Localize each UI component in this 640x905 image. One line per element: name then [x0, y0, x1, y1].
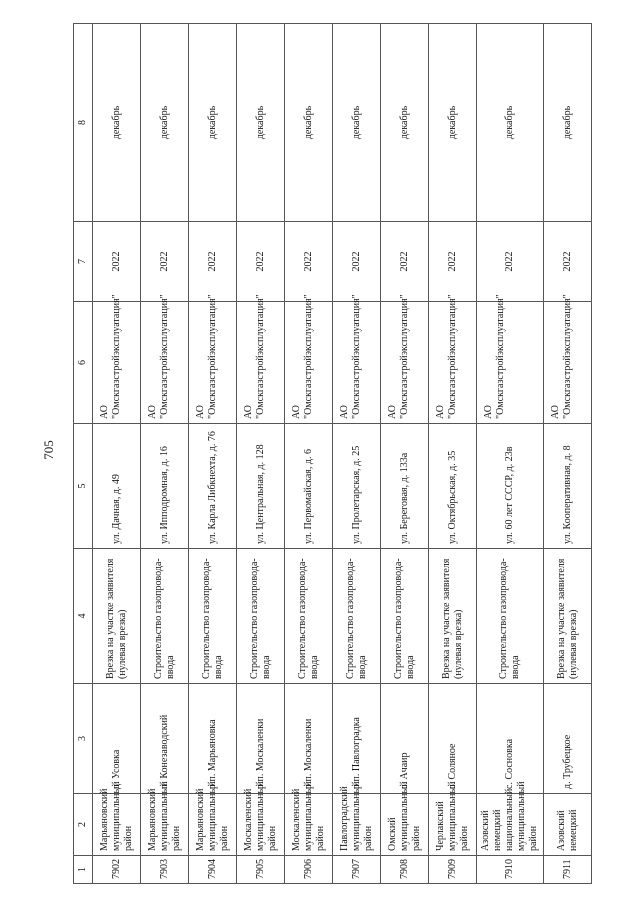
settlement-cell: с. Сосновка	[477, 684, 544, 794]
district-cell: Черлакский муниципальный район	[429, 794, 477, 856]
column-header: 4	[74, 549, 93, 684]
district-cell: Павлоградский муниципальный район	[333, 794, 381, 856]
row-number: 7903	[141, 856, 189, 884]
column-header: 5	[74, 424, 93, 549]
table-row	[477, 24, 544, 884]
table-row	[285, 24, 333, 884]
settlement-cell: д. Усовка	[93, 684, 141, 794]
gasification-table	[73, 23, 592, 884]
district-cell: Азовский немецкий	[544, 794, 592, 856]
work-type-cell: Врезка на участке заявителя (нулевая врезка)	[544, 549, 592, 684]
address-cell: ул. Карла Либкнехта, д. 76	[189, 424, 237, 549]
year-cell: 2022	[141, 222, 189, 302]
organization-cell: АО "Омскгазстройэксплуатация"	[381, 302, 429, 424]
column-header: 6	[74, 302, 93, 424]
address-cell: ул. 60 лет СССР, д. 23в	[477, 424, 544, 549]
address-cell: ул. Кооперативная, д. 8	[544, 424, 592, 549]
month-cell: декабрь	[285, 24, 333, 222]
address-cell: ул. Первомайская, д. 6	[285, 424, 333, 549]
year-cell: 2022	[285, 222, 333, 302]
district-cell: Марьяновский муниципальный район	[189, 794, 237, 856]
organization-cell: АО "Омскгазстройэксплуатация"	[285, 302, 333, 424]
district-cell: Москаленский муниципальный район	[237, 794, 285, 856]
table-row	[333, 24, 381, 884]
year-cell: 2022	[477, 222, 544, 302]
work-type-cell: Строительство газопровода-ввода	[189, 549, 237, 684]
year-cell: 2022	[381, 222, 429, 302]
settlement-cell: с. Соляное	[429, 684, 477, 794]
month-cell: декабрь	[93, 24, 141, 222]
column-header: 2	[74, 794, 93, 856]
table-row	[141, 24, 189, 884]
row-number: 7907	[333, 856, 381, 884]
organization-cell: АО "Омскгазстройэксплуатация"	[189, 302, 237, 424]
row-number: 7908	[381, 856, 429, 884]
month-cell: декабрь	[381, 24, 429, 222]
settlement-cell: с. Ачаир	[381, 684, 429, 794]
year-cell: 2022	[429, 222, 477, 302]
address-cell: ул. Береговая, д. 133а	[381, 424, 429, 549]
table-row	[93, 24, 141, 884]
work-type-cell: Врезка на участке заявителя (нулевая врезка)	[429, 549, 477, 684]
settlement-cell: р.п. Москаленки	[285, 684, 333, 794]
organization-cell: АО "Омскгазстройэксплуатация"	[477, 302, 544, 424]
work-type-cell: Строительство газопровода-ввода	[381, 549, 429, 684]
table-row	[189, 24, 237, 884]
address-cell: ул. Ипподромная, д. 16	[141, 424, 189, 549]
address-cell: ул. Октябрьская, д. 35	[429, 424, 477, 549]
month-cell: декабрь	[429, 24, 477, 222]
settlement-cell: р.п. Марьяновка	[189, 684, 237, 794]
row-number: 7902	[93, 856, 141, 884]
table-row	[237, 24, 285, 884]
year-cell: 2022	[93, 222, 141, 302]
year-cell: 2022	[189, 222, 237, 302]
rotated-table-container	[73, 24, 593, 884]
address-cell: ул. Дачная, д. 49	[93, 424, 141, 549]
page-number: 705	[41, 440, 56, 460]
row-number: 7904	[189, 856, 237, 884]
organization-cell: АО "Омскгазстройэксплуатация"	[429, 302, 477, 424]
work-type-cell: Строительство газопровода-ввода	[477, 549, 544, 684]
settlement-cell: п. Конезаводский	[141, 684, 189, 794]
year-cell: 2022	[333, 222, 381, 302]
year-cell: 2022	[237, 222, 285, 302]
organization-cell: АО "Омскгазстройэксплуатация"	[333, 302, 381, 424]
table-row	[429, 24, 477, 884]
row-number: 7905	[237, 856, 285, 884]
row-number: 7911	[544, 856, 592, 884]
organization-cell: АО "Омскгазстройэксплуатация"	[544, 302, 592, 424]
settlement-cell: д. Трубецкое	[544, 684, 592, 794]
organization-cell: АО "Омскгазстройэксплуатация"	[237, 302, 285, 424]
row-number: 7910	[477, 856, 544, 884]
work-type-cell: Строительство газопровода-ввода	[285, 549, 333, 684]
work-type-cell: Врезка на участке заявителя (нулевая врезка)	[93, 549, 141, 684]
address-cell: ул. Пролетарская, д. 25	[333, 424, 381, 549]
month-cell: декабрь	[333, 24, 381, 222]
table-row	[544, 24, 592, 884]
column-header: 8	[74, 24, 93, 222]
work-type-cell: Строительство газопровода-ввода	[333, 549, 381, 684]
column-header: 7	[74, 222, 93, 302]
work-type-cell: Строительство газопровода-ввода	[141, 549, 189, 684]
year-cell: 2022	[544, 222, 592, 302]
month-cell: декабрь	[544, 24, 592, 222]
settlement-cell: р.п. Москаленки	[237, 684, 285, 794]
row-number: 7906	[285, 856, 333, 884]
column-header: 1	[74, 856, 93, 884]
district-cell: Марьяновский муниципальный район	[93, 794, 141, 856]
header-row	[74, 24, 93, 884]
district-cell: Омский муниципальный район	[381, 794, 429, 856]
month-cell: декабрь	[477, 24, 544, 222]
organization-cell: АО "Омскгазстройэксплуатация"	[93, 302, 141, 424]
month-cell: декабрь	[189, 24, 237, 222]
organization-cell: АО "Омскгазстройэксплуатация"	[141, 302, 189, 424]
row-number: 7909	[429, 856, 477, 884]
work-type-cell: Строительство газопровода-ввода	[237, 549, 285, 684]
table-row	[381, 24, 429, 884]
district-cell: Москаленский муниципальный район	[285, 794, 333, 856]
month-cell: декабрь	[237, 24, 285, 222]
district-cell: Азовский немецкий национальный муниципальный район	[477, 794, 544, 856]
settlement-cell: р.п. Павлоградка	[333, 684, 381, 794]
address-cell: ул. Центральная, д. 128	[237, 424, 285, 549]
column-header: 3	[74, 684, 93, 794]
district-cell: Марьяновский муниципальный район	[141, 794, 189, 856]
month-cell: декабрь	[141, 24, 189, 222]
